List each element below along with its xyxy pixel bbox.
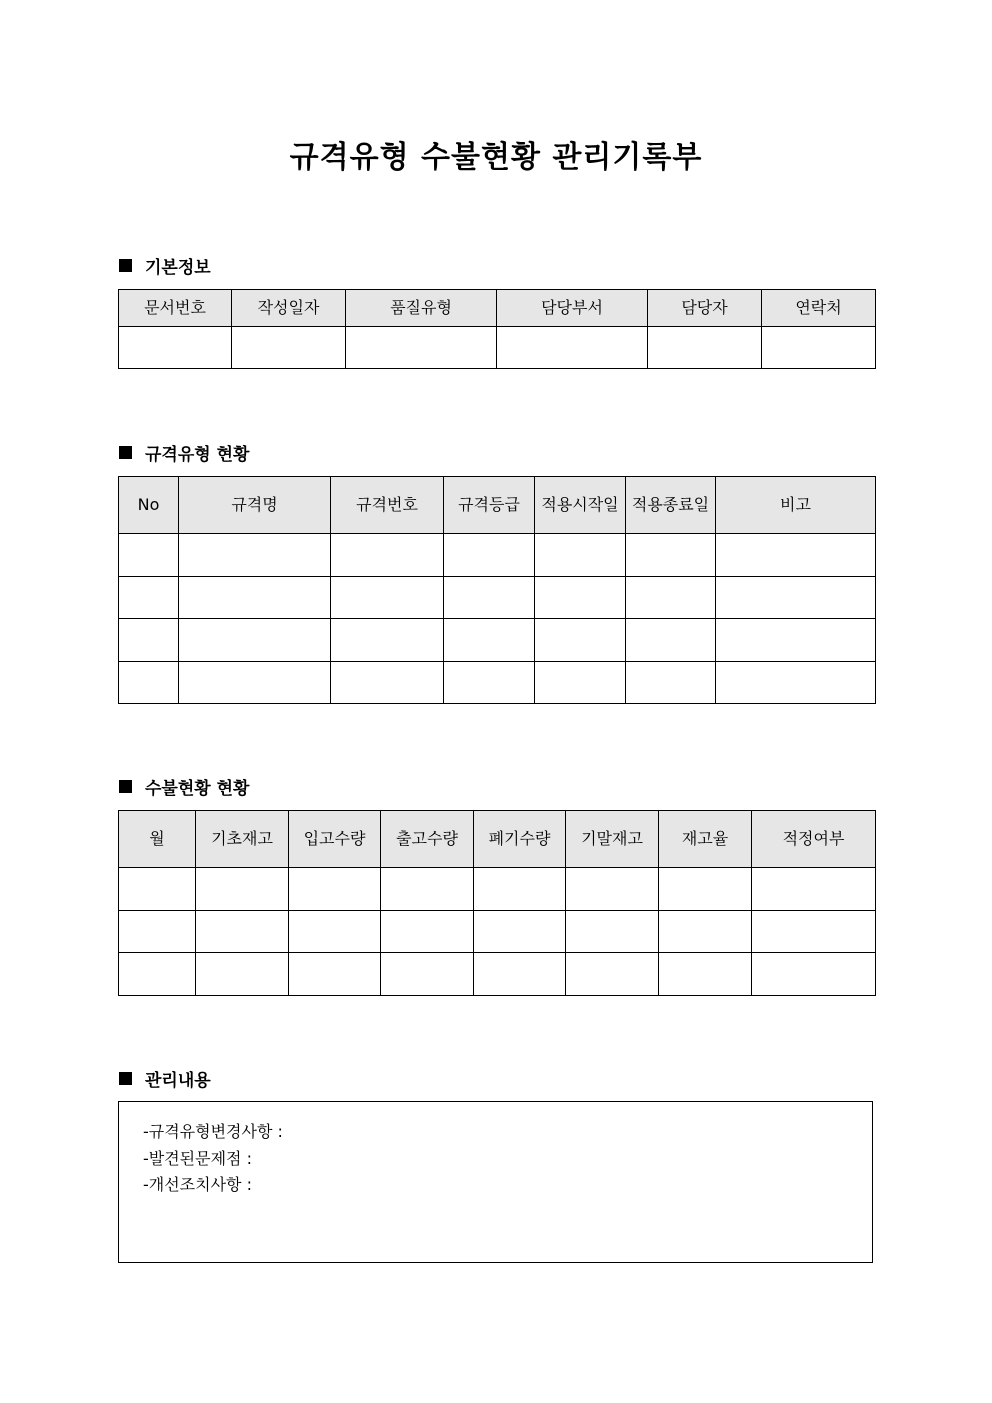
table-cell[interactable] <box>752 868 876 911</box>
table-row <box>119 619 876 662</box>
section-title: 규격유형 현황 <box>145 445 250 465</box>
notes-line-improvements: -개선조치사항 : <box>143 1175 252 1194</box>
table-cell[interactable] <box>659 911 752 953</box>
header-disposal-qty: 폐기수량 <box>474 811 566 868</box>
table-cell[interactable] <box>331 662 444 704</box>
table-cell[interactable] <box>444 534 535 577</box>
table-cell[interactable] <box>381 911 474 953</box>
header-end-date: 적용종료일 <box>626 477 716 534</box>
management-notes-box[interactable] <box>118 1101 873 1263</box>
inout-table <box>118 810 876 996</box>
table-cell[interactable] <box>196 868 289 911</box>
table-row <box>119 534 876 577</box>
table-cell[interactable] <box>566 953 659 996</box>
table-cell[interactable] <box>232 327 346 369</box>
table-cell[interactable] <box>179 662 331 704</box>
basic-info-table <box>118 289 876 369</box>
section-title: 관리내용 <box>145 1071 211 1091</box>
table-cell[interactable] <box>535 662 626 704</box>
section-heading-inout <box>119 774 249 799</box>
header-department: 담당부서 <box>497 290 648 327</box>
table-cell[interactable] <box>196 911 289 953</box>
table-cell[interactable] <box>626 662 716 704</box>
table-cell[interactable] <box>119 911 196 953</box>
table-cell[interactable] <box>331 619 444 662</box>
header-quality-type: 품질유형 <box>346 290 497 327</box>
table-cell[interactable] <box>566 868 659 911</box>
table-cell[interactable] <box>497 327 648 369</box>
section-heading-spec <box>119 440 249 465</box>
table-cell[interactable] <box>196 953 289 996</box>
table-cell[interactable] <box>752 953 876 996</box>
table-cell[interactable] <box>119 619 179 662</box>
header-stock-rate: 재고율 <box>659 811 752 868</box>
table-cell[interactable] <box>289 868 381 911</box>
spec-table <box>118 476 876 704</box>
table-row <box>119 953 876 996</box>
header-adequacy: 적정여부 <box>752 811 876 868</box>
header-spec-number: 규격번호 <box>331 477 444 534</box>
notes-line-found-issues: -발견된문제점 : <box>143 1148 252 1168</box>
table-cell[interactable] <box>474 868 566 911</box>
section-heading-memo <box>119 1066 211 1091</box>
section-heading-basic <box>119 253 211 278</box>
table-cell[interactable] <box>716 577 876 619</box>
section-title: 기본정보 <box>145 258 211 278</box>
table-cell[interactable] <box>444 577 535 619</box>
table-cell[interactable] <box>289 953 381 996</box>
header-no: No <box>119 477 179 534</box>
table-row <box>119 327 876 369</box>
header-date: 작성일자 <box>232 290 346 327</box>
table-cell[interactable] <box>626 577 716 619</box>
table-row <box>119 868 876 911</box>
table-cell[interactable] <box>716 534 876 577</box>
table-cell[interactable] <box>659 953 752 996</box>
table-cell[interactable] <box>762 327 876 369</box>
table-cell[interactable] <box>179 534 331 577</box>
table-cell[interactable] <box>648 327 762 369</box>
table-cell[interactable] <box>119 327 232 369</box>
table-row <box>119 577 876 619</box>
square-bullet-icon <box>119 1072 132 1085</box>
table-cell[interactable] <box>716 662 876 704</box>
header-start-date: 적용시작일 <box>535 477 626 534</box>
notes-line-spec-changes: -규격유형변경사항 : <box>143 1122 283 1141</box>
table-cell[interactable] <box>119 577 179 619</box>
table-cell[interactable] <box>346 327 497 369</box>
header-closing-stock: 기말재고 <box>566 811 659 868</box>
table-cell[interactable] <box>444 619 535 662</box>
header-contact: 연락처 <box>762 290 876 327</box>
table-cell[interactable] <box>535 619 626 662</box>
table-cell[interactable] <box>381 953 474 996</box>
table-cell[interactable] <box>474 911 566 953</box>
table-cell[interactable] <box>179 619 331 662</box>
table-cell[interactable] <box>716 619 876 662</box>
table-cell[interactable] <box>535 534 626 577</box>
table-cell[interactable] <box>626 619 716 662</box>
square-bullet-icon <box>119 446 132 459</box>
header-spec-grade: 규격등급 <box>444 477 535 534</box>
header-outbound-qty: 출고수량 <box>381 811 474 868</box>
table-cell[interactable] <box>626 534 716 577</box>
header-inbound-qty: 입고수량 <box>289 811 381 868</box>
header-opening-stock: 기초재고 <box>196 811 289 868</box>
table-header-row <box>119 811 876 868</box>
table-cell[interactable] <box>119 534 179 577</box>
header-doc-number: 문서번호 <box>119 290 232 327</box>
page-title: 규격유형 수불현황 관리기록부 <box>289 140 703 175</box>
table-cell[interactable] <box>659 868 752 911</box>
table-cell[interactable] <box>474 953 566 996</box>
square-bullet-icon <box>119 780 132 793</box>
table-cell[interactable] <box>752 911 876 953</box>
header-remarks: 비고 <box>716 477 876 534</box>
table-cell[interactable] <box>381 868 474 911</box>
table-row <box>119 662 876 704</box>
table-cell[interactable] <box>331 534 444 577</box>
table-cell[interactable] <box>179 577 331 619</box>
table-cell[interactable] <box>535 577 626 619</box>
table-cell[interactable] <box>119 868 196 911</box>
table-row <box>119 911 876 953</box>
section-title: 수불현황 현황 <box>145 779 250 799</box>
table-header-row <box>119 290 876 327</box>
table-cell[interactable] <box>119 953 196 996</box>
table-cell[interactable] <box>119 662 179 704</box>
table-cell[interactable] <box>444 662 535 704</box>
header-month: 월 <box>119 811 196 868</box>
table-cell[interactable] <box>289 911 381 953</box>
table-cell[interactable] <box>566 911 659 953</box>
table-header-row <box>119 477 876 534</box>
square-bullet-icon <box>119 259 132 272</box>
table-cell[interactable] <box>331 577 444 619</box>
header-manager: 담당자 <box>648 290 762 327</box>
header-spec-name: 규격명 <box>179 477 331 534</box>
